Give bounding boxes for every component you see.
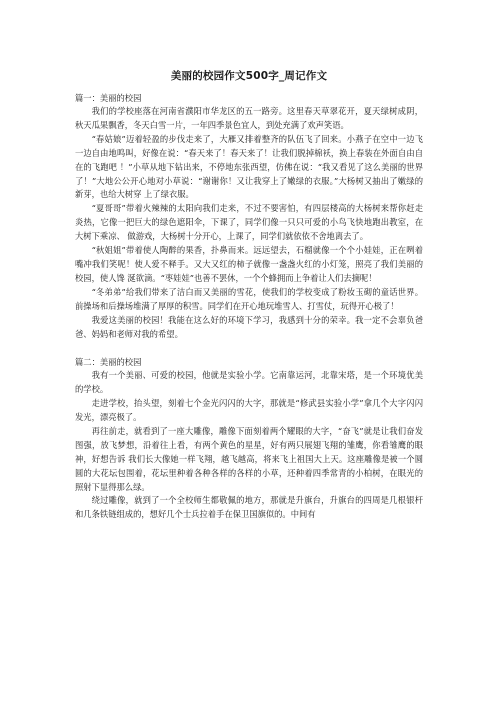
section-1 xyxy=(75,91,423,341)
paragraph: 走进学校，抬头望，刻着七个金光闪闪的大字，那就是“修武县实验小学”拿几个大字闪闪发光，漂亮极了。 xyxy=(75,398,423,423)
paragraph: “夏哥哥”带着火辣辣的太阳向我们走来，不过不要害怕，有四层楼高的大杨树来帮你赶走炎热，它像一把巨大的绿色遮阳伞，下课了，同学们像一只只可爱的小鸟飞快地跑出教室，在大树下乘凉、 做游戏，大杨树十分开心，上课了，同学们就依依不舍地离去了。 xyxy=(75,203,423,242)
document-page xyxy=(75,70,423,522)
paragraph: “秋姐姐”带着使人陶醉的果香，扑鼻而来。远远望去，石榴就像一个个小娃娃，正在咧着嘴冲我们笑呢！使人爱不释手。又大又红的柿子就像一盏盏火红的小灯笼，照亮了我们美丽的校园，使人馋 涎欲滴。“枣娃娃”也善不罢休，一个个蜂拥而上争着让人们去摘呢！ xyxy=(75,245,423,283)
document-title: 美丽的校园作文500字_周记作文 xyxy=(170,70,328,82)
paragraph: “冬弟弟”给我们带来了洁白而又美丽的雪花，使我们的学校变成了粉妆玉砌的童话世界。前操场和后操场堆满了厚厚的积雪。同学们在开心地玩堆雪人、打雪仗，玩得开心极了！ xyxy=(75,286,423,311)
paragraph: 我们的学校座落在河南省濮阳市华龙区的五一路旁。这里春天草翠花开，夏天绿树成阴，秋天瓜果飘香，冬天白雪一片，一年四季景色宜人，到处充满了欢声笑语。 xyxy=(75,106,423,130)
paragraph: “春姑娘”迈着轻盈的步伐走来了，大雁又排着整齐的队伍飞了回来。小燕子在空中一边飞一边自由地鸣叫，好像在说：“春天来了！春天来了！让我们脱掉棉袄，换上春装在外面自由自在的飞跑吧 ！”小草从地下钻出来，不停地东张西望，仿佛在说：“我又看见了这么美丽的世界了！”大地公公开心地对小草说：“谢谢你！又让我穿上了嫩绿的衣服。”大杨树又抽出了嫩绿的新芽，也给大树穿 上了绿衣服。 xyxy=(75,133,423,200)
paragraph: 我爱这美丽的校园！我能在这么好的环境下学习，我感到十分的荣幸。我一定不会辜负爸爸、妈妈和老师对我的希望。 xyxy=(75,314,423,339)
section-heading: 篇一：美丽的校园 xyxy=(75,93,142,103)
section-heading: 篇二：美丽的校园 xyxy=(75,357,142,368)
paragraph: 绕过雕像，就到了一个全校师生都敬佩的地方，那就是升旗台，升旗台的四周是几根银杆和几条铁链组成的，想好几个士兵拉着手在保卫国旗似的。中间有 xyxy=(75,495,423,520)
paragraph: 再往前走，就看到了一座大雕像，雕像下面刻着两个耀眼的大字，“奋飞”就是让我们奋发图强，放飞梦想，沿着往上看，有两个黄色的星星，好有两只展翅飞翔的雏鹰，你看雏鹰的眼神，好想告诉 我们长大像她一样飞翔，越飞越高，将来飞上祖国大上天。这座雕像是被一个圆圆的大花坛包围着，花坛里种着各种各样的各样的小草，还种着四季常青的小柏树，在眼光的照射下显得那么绿。 xyxy=(75,425,423,492)
paragraph: 我有一个美丽、可爱的校园，他就是实验小学。它南靠运河，北靠宋塔，是一个环境优美的学校。 xyxy=(75,370,423,395)
section-spacer xyxy=(75,341,423,355)
section-2 xyxy=(75,355,423,522)
